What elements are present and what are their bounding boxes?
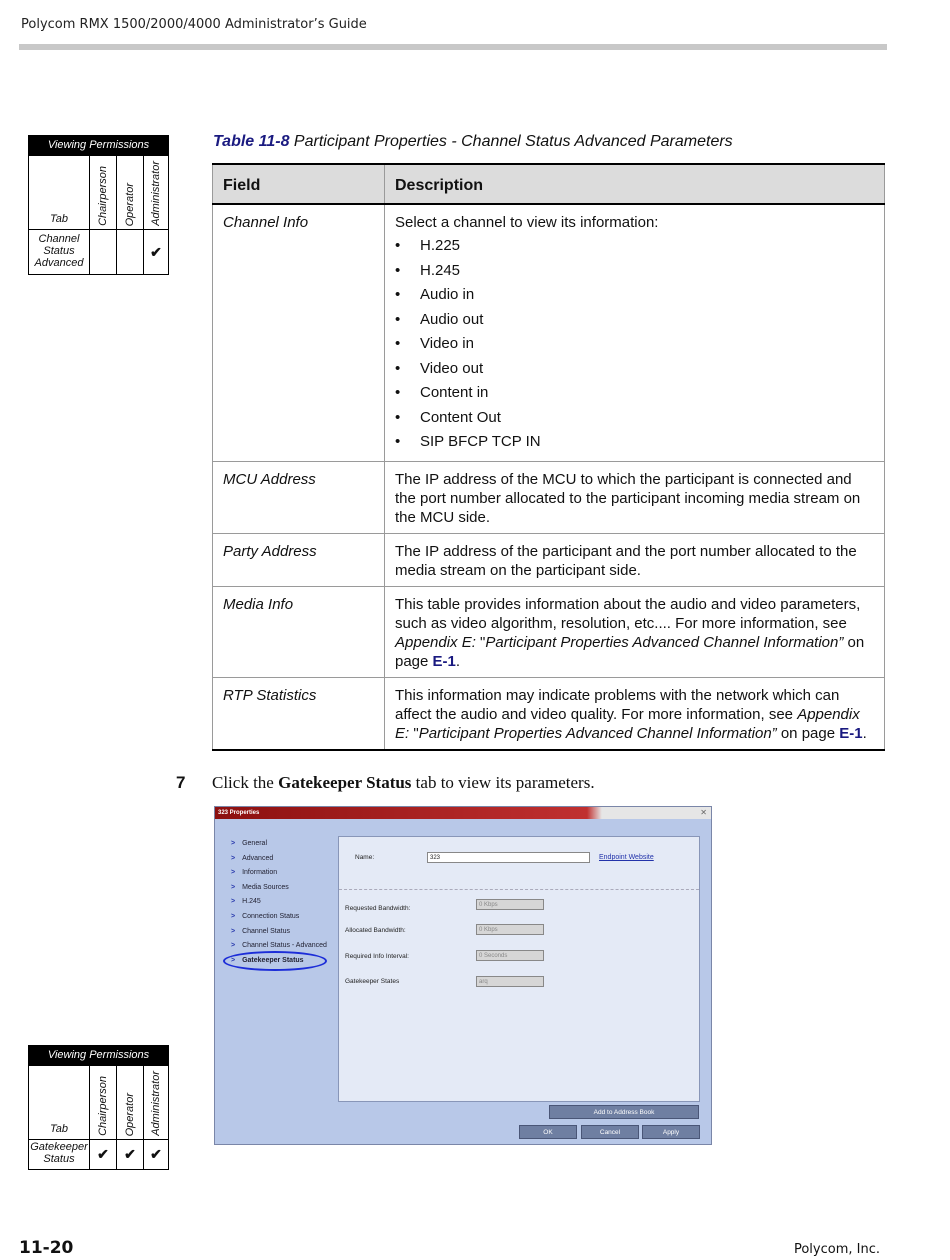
header-rule bbox=[19, 44, 887, 50]
permission-row-label: Gatekeeper Status bbox=[29, 1140, 90, 1169]
dialog-nav bbox=[231, 837, 327, 968]
gatekeeper-state-label: Gatekeeper States bbox=[345, 978, 400, 985]
page-number: 11-20 bbox=[19, 1238, 74, 1258]
description-cell: This table provides information about the audio and video parameters, such as video algorithm, resolution, etc.... For more information, see Appendix E: "Participant Properties Advanced Channel Information” on page E-1. bbox=[385, 586, 885, 677]
nav-item-h245[interactable]: > H.245 bbox=[231, 895, 327, 910]
description-cell: The IP address of the participant and the port number allocated to the media stream on the participant side. bbox=[385, 533, 885, 586]
field-cell: Media Info bbox=[213, 586, 385, 677]
list-item: • Audio in bbox=[395, 283, 874, 308]
nav-item-media-sources[interactable]: > Media Sources bbox=[231, 881, 327, 896]
channel-status-advanced-table bbox=[212, 163, 885, 751]
dialog-title-bar: 323 Properties bbox=[215, 807, 711, 819]
list-item: • Video in bbox=[395, 332, 874, 357]
requested-bandwidth-label: Requested Bandwidth: bbox=[345, 905, 411, 912]
requested-bandwidth-field: 0 Kbps bbox=[476, 899, 544, 910]
field-cell: Channel Info bbox=[213, 204, 385, 461]
close-icon[interactable]: ✕ bbox=[700, 808, 707, 817]
gatekeeper-state-field: arq bbox=[476, 976, 544, 987]
table-caption: Table 11-8 Participant Properties - Channel Status Advanced Parameters bbox=[213, 133, 733, 150]
page-link[interactable]: E-1 bbox=[839, 724, 863, 742]
chairperson-check-icon: ✔ bbox=[90, 1140, 117, 1169]
list-item: • Content Out bbox=[395, 406, 874, 431]
table-row bbox=[213, 204, 885, 461]
table-row bbox=[213, 461, 885, 533]
info-interval-field: 0 Seconds bbox=[476, 950, 544, 961]
permissions-heading: Viewing Permissions bbox=[29, 136, 168, 155]
chairperson-col-header: Chairperson bbox=[90, 156, 117, 229]
list-item: • Audio out bbox=[395, 308, 874, 333]
nav-item-channel-status[interactable]: > Channel Status bbox=[231, 925, 327, 940]
permissions-heading: Viewing Permissions bbox=[29, 1046, 168, 1065]
divider bbox=[339, 889, 699, 890]
description-header: Description bbox=[385, 164, 885, 204]
operator-col-header: Operator bbox=[117, 156, 144, 229]
list-item: • H.245 bbox=[395, 259, 874, 284]
list-item: • H.225 bbox=[395, 234, 874, 259]
administrator-check-icon: ✔ bbox=[150, 1146, 162, 1162]
administrator-check-icon: ✔ bbox=[150, 243, 162, 260]
viewing-permissions-table bbox=[28, 135, 169, 275]
endpoint-website-link[interactable]: Endpoint Website bbox=[599, 854, 654, 861]
tab-col-header: Tab bbox=[29, 1066, 90, 1139]
footer-company: Polycom, Inc. bbox=[793, 1242, 880, 1257]
description-cell: This information may indicate problems with the network which can affect the audio and video quality. For more information, see Appendix E: "Participant Properties Advanced Channel Information” on page E-1. bbox=[385, 677, 885, 750]
apply-button[interactable]: Apply bbox=[642, 1125, 700, 1139]
viewing-permissions-table bbox=[28, 1045, 169, 1170]
operator-check bbox=[117, 230, 144, 274]
allocated-bandwidth-field: 0 Kbps bbox=[476, 924, 544, 935]
administrator-col-header: Administrator bbox=[150, 161, 162, 226]
gatekeeper-status-panel bbox=[338, 836, 700, 1102]
tab-col-header: Tab bbox=[29, 156, 90, 229]
step-number: 7 bbox=[176, 773, 186, 792]
allocated-bandwidth-label: Allocated Bandwidth: bbox=[345, 927, 406, 934]
table-row bbox=[213, 533, 885, 586]
nav-item-advanced[interactable]: > Advanced bbox=[231, 852, 327, 867]
operator-col-header: Operator bbox=[117, 1066, 144, 1139]
table-row bbox=[213, 586, 885, 677]
nav-item-channel-status-advanced[interactable]: > Channel Status - Advanced bbox=[231, 939, 327, 954]
page-link[interactable]: E-1 bbox=[432, 652, 456, 670]
field-cell: RTP Statistics bbox=[213, 677, 385, 750]
administrator-col-header: Administrator bbox=[150, 1071, 162, 1136]
ok-button[interactable]: OK bbox=[519, 1125, 577, 1139]
nav-item-general[interactable]: > General bbox=[231, 837, 327, 852]
table-row bbox=[213, 677, 885, 750]
add-to-address-book-button[interactable]: Add to Address Book bbox=[549, 1105, 699, 1119]
list-item: • Video out bbox=[395, 357, 874, 382]
channel-list bbox=[395, 234, 874, 455]
properties-dialog-screenshot bbox=[214, 806, 712, 1145]
nav-item-connection-status[interactable]: > Connection Status bbox=[231, 910, 327, 925]
running-header: Polycom RMX 1500/2000/4000 Administrator’s Guide bbox=[21, 17, 367, 32]
name-field[interactable]: 323 bbox=[427, 852, 590, 863]
field-header: Field bbox=[213, 164, 385, 204]
description-cell: Select a channel to view its information: • H.225 • H.245 • Audio in • Audio out • Video in • Video out • Content in • Content Out • SIP BFCP TCP IN bbox=[385, 204, 885, 461]
nav-item-information[interactable]: > Information bbox=[231, 866, 327, 881]
field-cell: MCU Address bbox=[213, 461, 385, 533]
description-cell: The IP address of the MCU to which the participant is connected and the port number allocated to the participant incoming media stream on the MCU side. bbox=[385, 461, 885, 533]
operator-check-icon: ✔ bbox=[117, 1140, 144, 1169]
highlight-circle bbox=[223, 951, 327, 971]
name-label: Name: bbox=[355, 854, 375, 861]
nav-item-gatekeeper-status[interactable]: > Gatekeeper Status bbox=[231, 954, 327, 969]
list-item: • Content in bbox=[395, 381, 874, 406]
chairperson-check bbox=[90, 230, 117, 274]
step-text: Click the Gatekeeper Status tab to view its parameters. bbox=[212, 773, 595, 792]
info-interval-label: Required Info Interval: bbox=[345, 953, 409, 960]
permission-row-label: Channel Status Advanced bbox=[29, 230, 90, 274]
field-cell: Party Address bbox=[213, 533, 385, 586]
chairperson-col-header: Chairperson bbox=[90, 1066, 117, 1139]
cancel-button[interactable]: Cancel bbox=[581, 1125, 639, 1139]
list-item: • SIP BFCP TCP IN bbox=[395, 430, 874, 455]
